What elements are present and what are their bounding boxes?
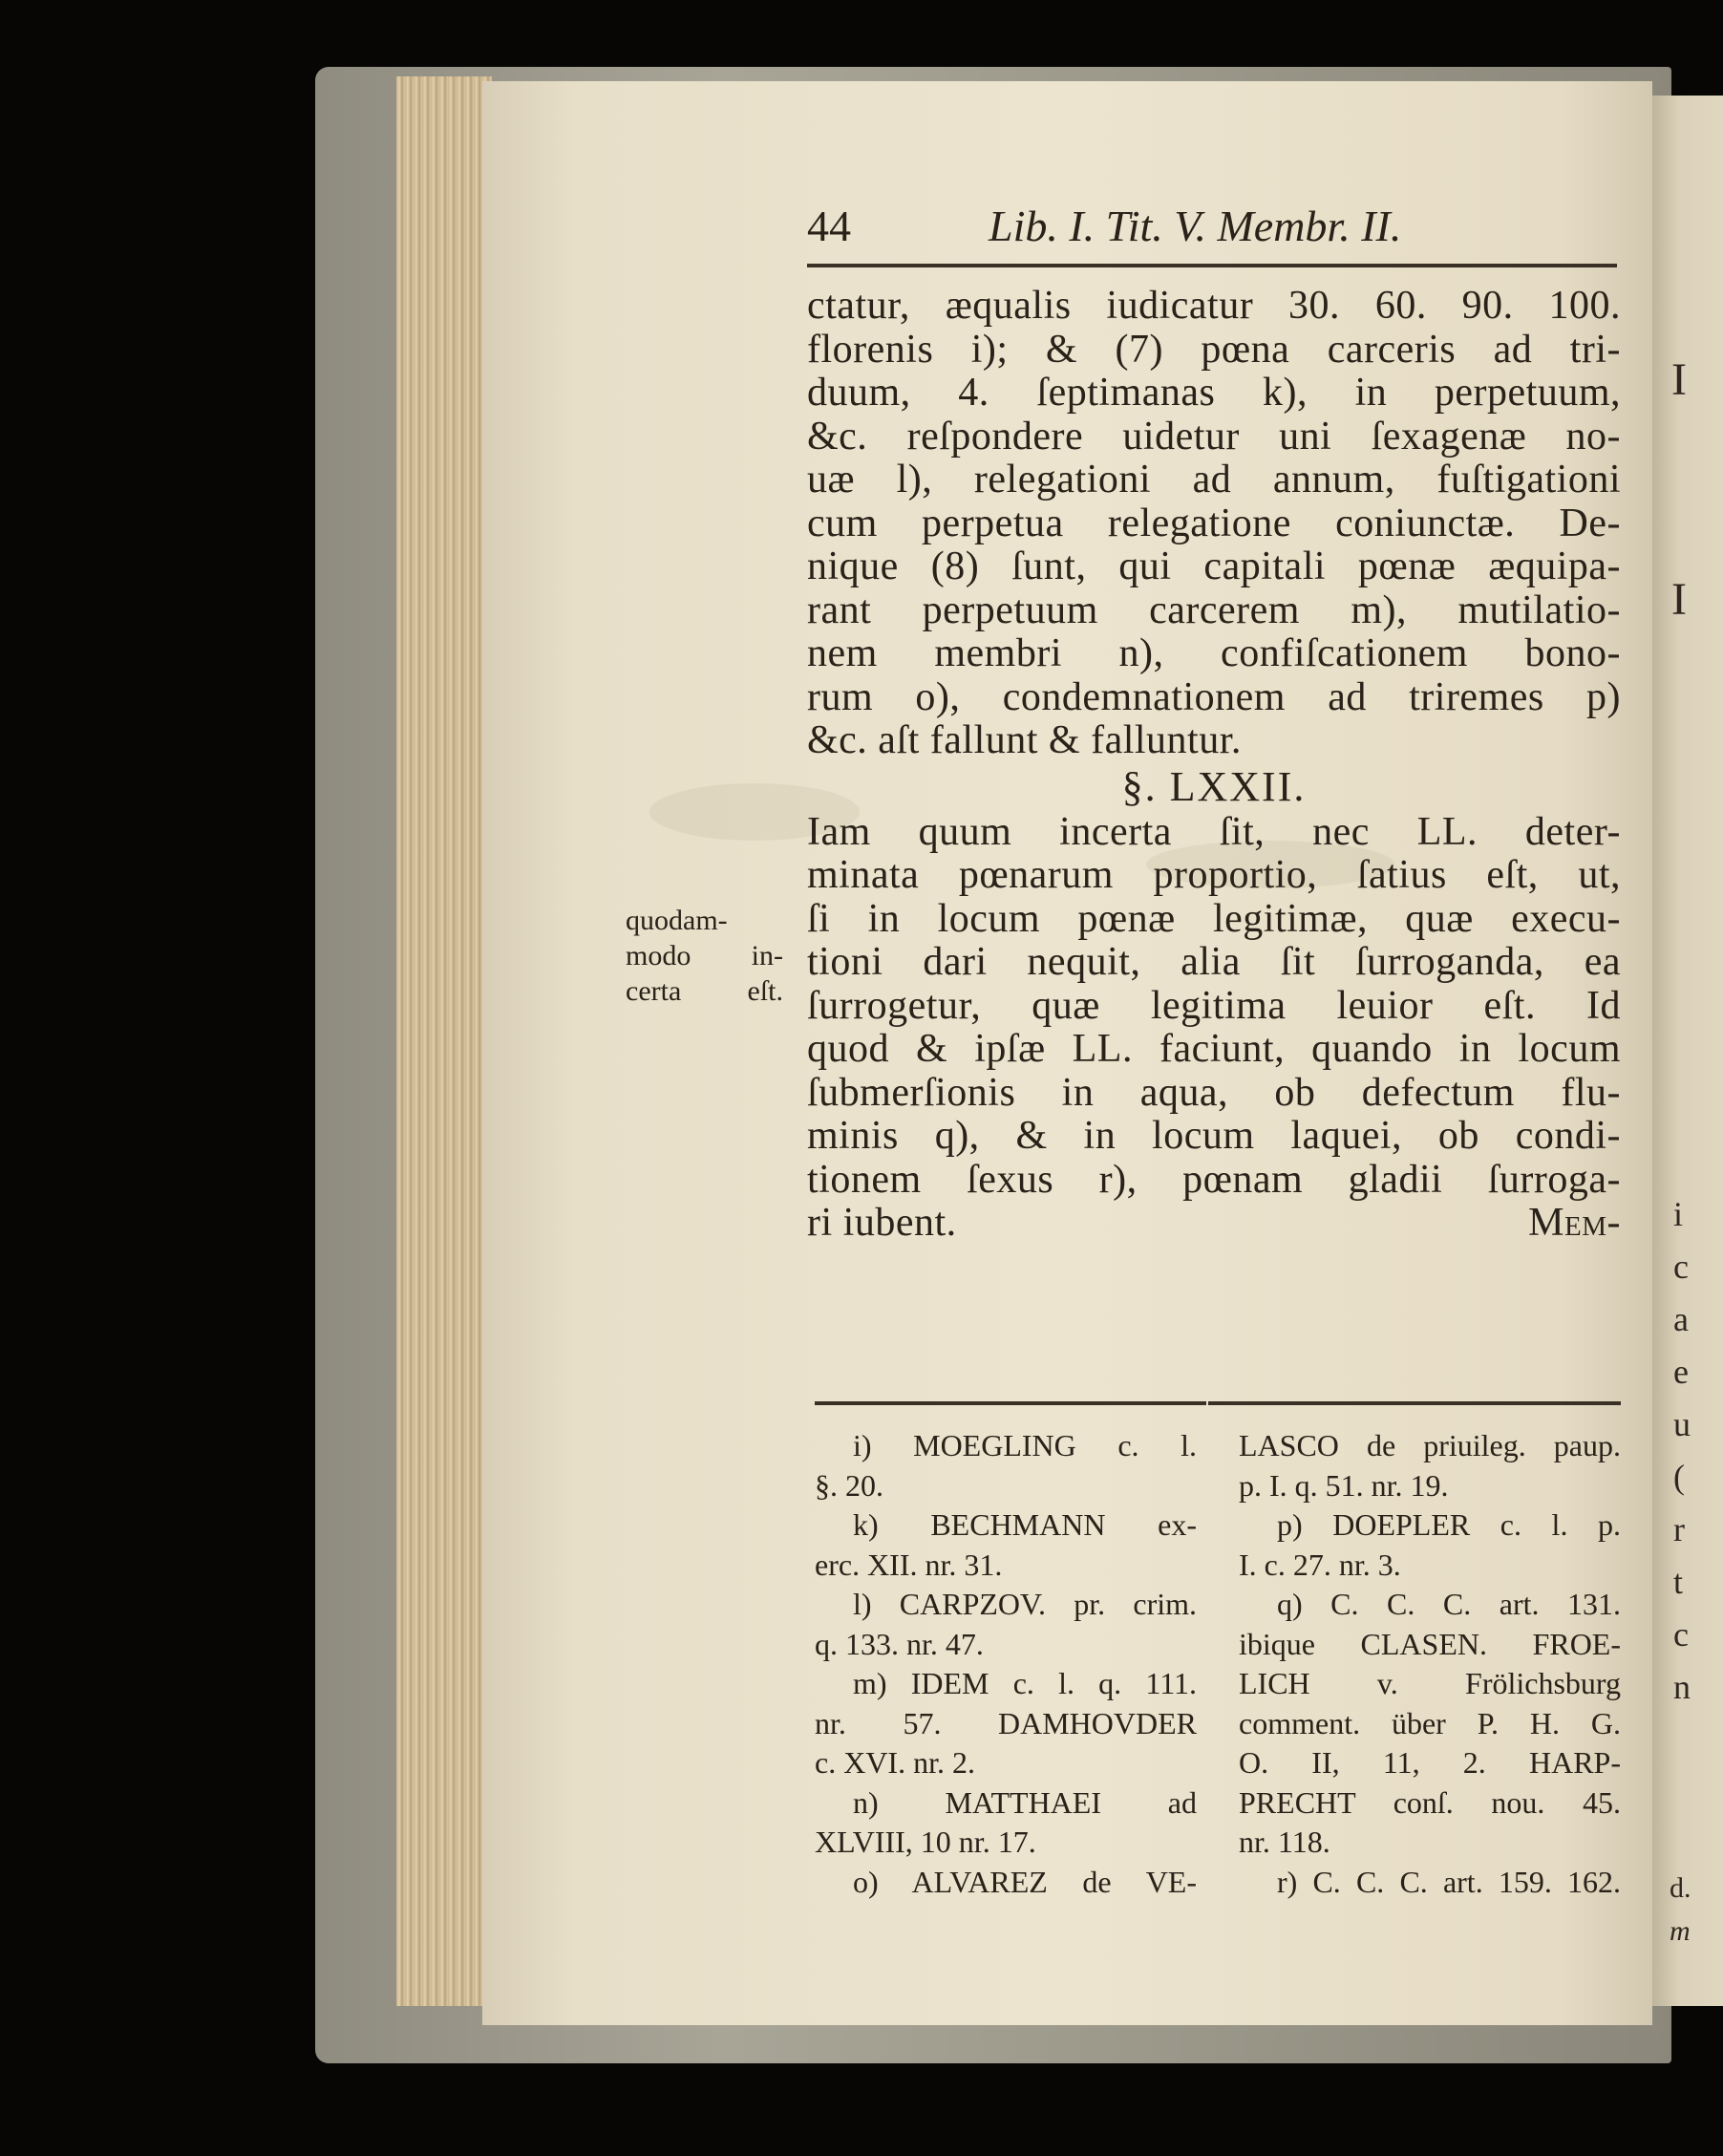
footnote-line: o) ALVAREZ de VE- (853, 1864, 1197, 1899)
text-line: florenis i); & (7) pœna carceris ad tri- (807, 327, 1621, 372)
next-page-fragment: c (1673, 1248, 1689, 1286)
text-line: rum o), condemnationem ad triremes p) (807, 674, 1621, 719)
footnote-line: XLVIII, 10 nr. 17. (815, 1825, 1036, 1859)
text-line: ri iubent. (807, 1201, 957, 1245)
text-line: cum perpetua relegatione coniunctæ. De- (807, 501, 1621, 545)
text-line: duum, 4. ſeptimanas k), in perpetuum, (807, 371, 1621, 415)
footnote-line: c. XVI. nr. 2. (815, 1745, 975, 1780)
page-edges (396, 76, 492, 2006)
margin-note-line: quodam- (626, 905, 728, 936)
last-line-with-catchword (807, 1202, 1621, 1246)
next-page-fragment: e (1673, 1353, 1689, 1391)
text-line: minata pœnarum proportio, ſatius eſt, ut, (807, 853, 1621, 897)
footnote-line: O. II, 11, 2. HARP- (1239, 1745, 1621, 1780)
text-line: &c. aſt fallunt & falluntur. (807, 718, 1242, 762)
next-page-fragment: m (1670, 1915, 1691, 1947)
footnote-line: p. I. q. 51. nr. 19. (1239, 1467, 1449, 1503)
margin-note-line: modo in- (626, 940, 783, 971)
next-page-fragment: n (1673, 1668, 1691, 1706)
footnote-rule-left (815, 1401, 1206, 1405)
footnote-line: i) MOEGLING c. l. (853, 1428, 1197, 1462)
footnote-line: l) CARPZOV. pr. crim. (853, 1587, 1197, 1621)
footnote-line: comment. über P. H. G. (1239, 1705, 1621, 1740)
footnote-line: p) DOEPLER c. l. p. (1277, 1507, 1621, 1542)
footnote-rule-right (1208, 1401, 1621, 1405)
header-rule (807, 264, 1617, 267)
footnote-line: nr. 118. (1239, 1825, 1330, 1859)
footnote-line: LICH v. Frölichsburg (1239, 1666, 1621, 1700)
text-line: nem membri n), confiſcationem bono- (807, 631, 1621, 675)
text-line: &c. reſpondere uidetur uni ſexagenæ no- (807, 414, 1621, 459)
text-line: tioni dari nequit, alia ſit ſurroganda, ea (807, 940, 1621, 984)
text-line: rant perpetuum carcerem m), mutilatio- (807, 587, 1621, 632)
next-page-fragment: i (1673, 1195, 1684, 1233)
footnotes-right (1239, 1426, 1621, 1902)
main-text (807, 285, 1621, 1246)
next-page-fragment: I (1671, 354, 1687, 405)
footnote-line: LASCO de priuileg. paup. (1239, 1428, 1621, 1462)
footnote-line: erc. XII. nr. 31. (815, 1547, 1003, 1582)
next-page-fragment: r (1673, 1510, 1685, 1548)
page-header (807, 201, 1621, 264)
text-line: ſurrogetur, quæ legitima leuior eſt. Id (807, 983, 1621, 1028)
text-line: minis q), & in locum laquei, ob condi- (807, 1114, 1621, 1158)
next-page-fragment: u (1673, 1405, 1691, 1443)
text-line: ſubmerſionis in aqua, ob defectum flu- (807, 1070, 1621, 1115)
text-line: nique (8) ſunt, qui capitali pœnæ æquipa- (807, 544, 1621, 588)
text-line: ſi in locum pœnæ legitimæ, quæ execu- (807, 896, 1621, 941)
next-page-fragment: ( (1673, 1458, 1685, 1496)
next-page-fragment: d. (1670, 1872, 1691, 1904)
text-line: ctatur, æqualis iudicatur 30. 60. 90. 100. (807, 284, 1621, 328)
page-number: 44 (807, 202, 851, 250)
text-line: quod & ipſæ LL. faciunt, quando in locum (807, 1027, 1621, 1071)
footnote-line: q) C. C. C. art. 131. (1277, 1587, 1621, 1621)
text-line: Iam quum incerta ſit, nec LL. deter- (807, 809, 1621, 854)
footnote-line: k) BECHMANN ex- (853, 1507, 1197, 1542)
text-line: tionem ſexus r), pœnam gladii ſurroga- (807, 1157, 1621, 1202)
footnote-line: I. c. 27. nr. 3. (1239, 1547, 1401, 1582)
section-heading: §. LXXII. (1121, 762, 1307, 810)
next-page-fragment: I (1671, 574, 1687, 625)
catchword: Mem- (1528, 1201, 1621, 1245)
next-page-fragment: t (1673, 1563, 1684, 1601)
footnote-line: r) C. C. C. art. 159. 162. (1277, 1864, 1621, 1899)
footnote-line: q. 133. nr. 47. (815, 1626, 984, 1661)
footnote-line: n) MATTHAEI ad (853, 1784, 1197, 1820)
next-page-fragment: c (1673, 1615, 1689, 1654)
footnote-line: nr. 57. DAMHOVDER (815, 1705, 1197, 1740)
running-head: Lib. I. Tit. V. Membr. II. (989, 202, 1402, 250)
footnote-line: m) IDEM c. l. q. 111. (853, 1666, 1197, 1700)
footnote-line: ibique CLASEN. FROE- (1239, 1626, 1621, 1661)
next-page-fragment: a (1673, 1300, 1689, 1338)
footnotes-left (815, 1426, 1197, 1902)
next-page-edge (1652, 96, 1723, 2006)
footnote-line: §. 20. (815, 1467, 883, 1503)
text-line: uæ l), relegationi ad annum, fuſtigationi (807, 458, 1621, 502)
margin-note-line: certa eſt. (626, 975, 783, 1007)
margin-note (626, 903, 783, 1009)
footnote-line: PRECHT conſ. nou. 45. (1239, 1784, 1621, 1820)
